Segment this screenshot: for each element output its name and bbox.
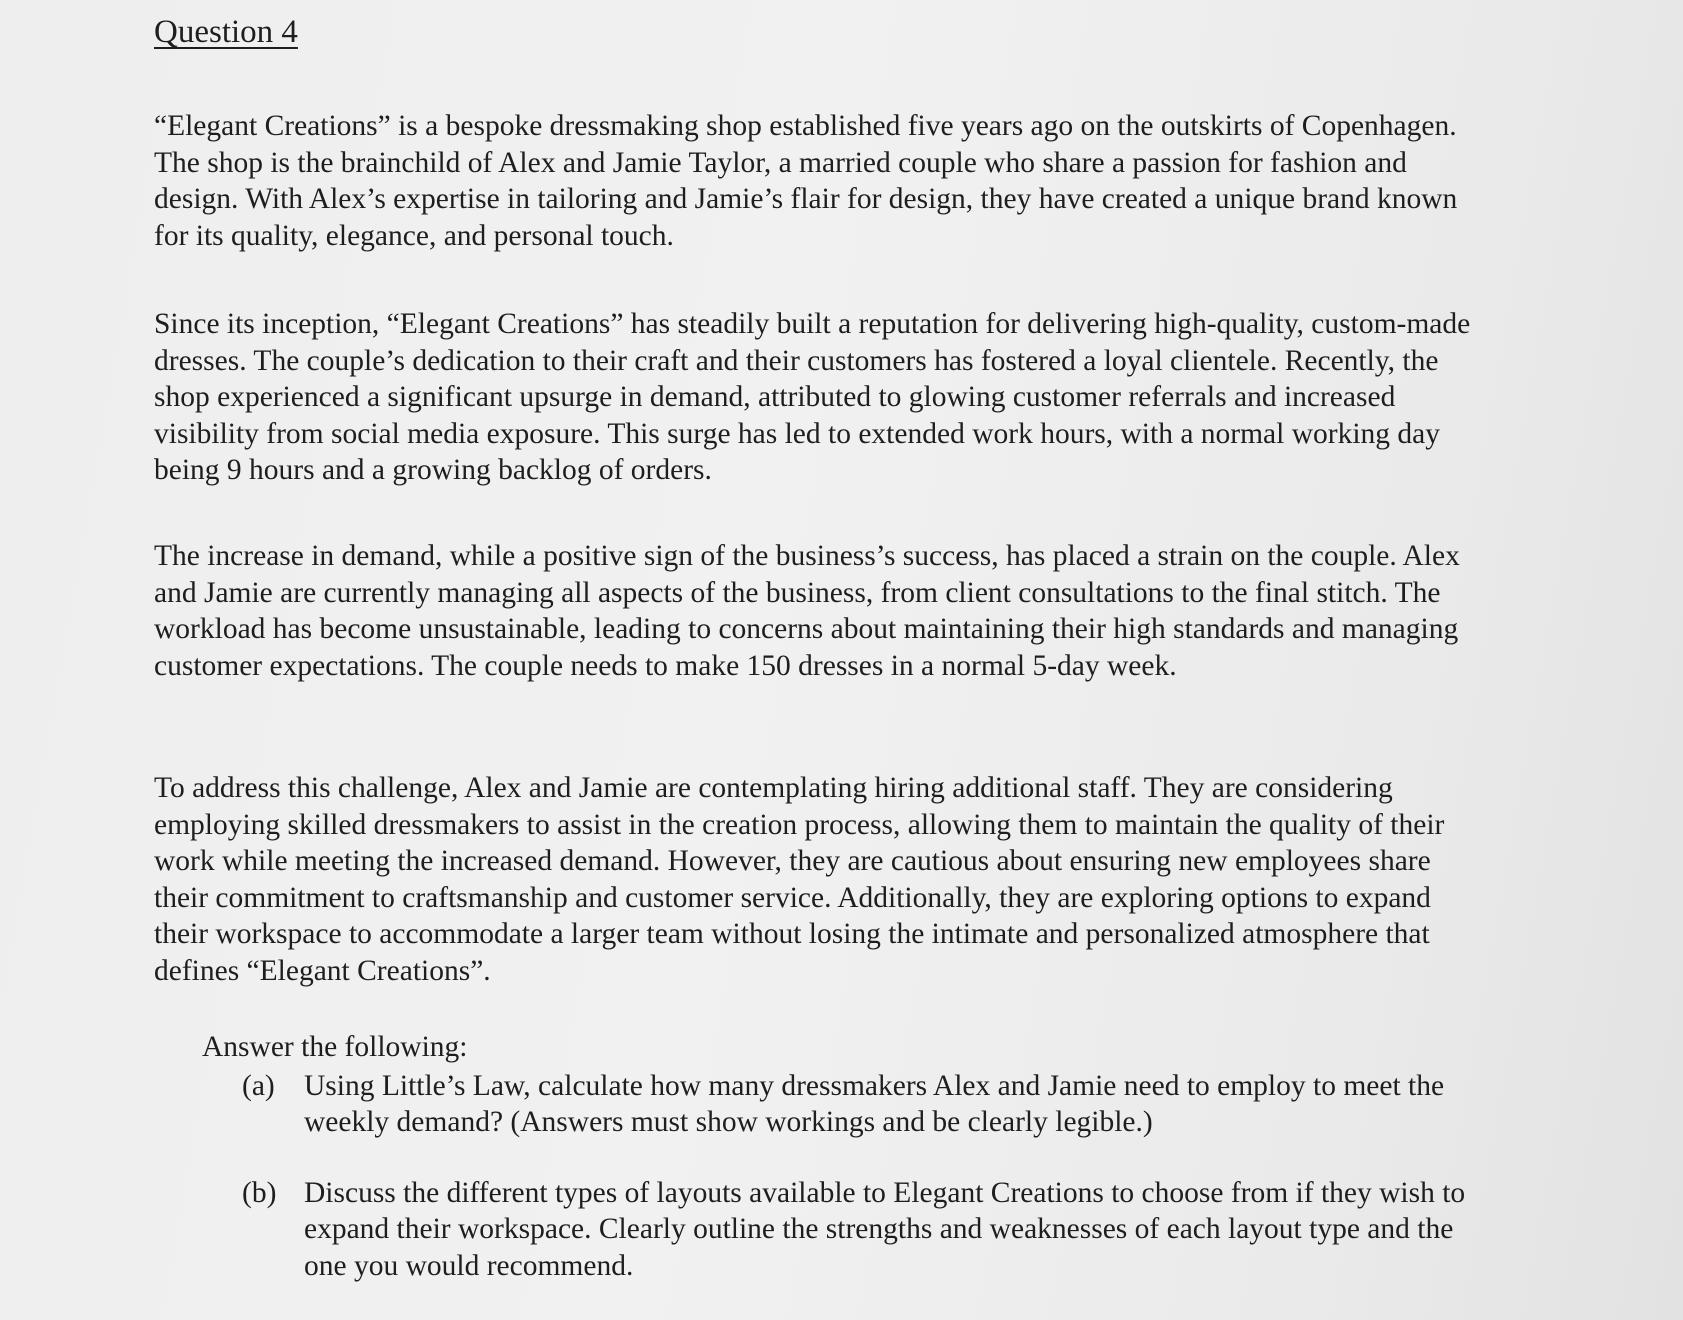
case-paragraph-3: The increase in demand, while a positive sign of the business’s success, has placed a strain on the couple. Alex and Jamie are currently managing all aspects of the business, from client consultations to the final stitch. The workload has become unsustainable, leading to concerns about maintaining their high standards and managing customer expectations. The couple needs to make 150 dresses in a normal 5-day week. <box>154 540 1460 682</box>
sub-question-marker: (b) <box>242 1176 277 1209</box>
sub-question-b <box>242 1175 1472 1285</box>
case-paragraph-4: To address this challenge, Alex and Jamie are contemplating hiring additional staff. They are considering employing skilled dressmakers to assist in the creation process, allowing them to maintain the quality of their work while meeting the increased demand. However, they are cautious about ensuring new employees share their commitment to craftsmanship and customer service. Additionally, they are exploring options to expand their workspace to accommodate a larger team without losing the intimate and personalized atmosphere that defines “Elegant Creations”. <box>154 772 1445 987</box>
case-paragraph-1: “Elegant Creations” is a bespoke dressmaking shop established five years ago on the outskirts of Copenhagen. The shop is the brainchild of Alex and Jamie Taylor, a married couple who share a passion for fashion and design. With Alex’s expertise in tailoring and Jamie’s flair for design, they have created a unique brand known for its quality, elegance, and personal touch. <box>154 110 1458 252</box>
sub-question-text: Using Little’s Law, calculate how many dressmakers Alex and Jamie need to employ to meet the weekly demand? (Answers must show workings and be clearly legible.) <box>304 1069 1445 1138</box>
answer-section <box>202 1029 1472 1284</box>
question-title: Question 4 <box>154 14 298 50</box>
sub-question-a <box>242 1068 1472 1141</box>
sub-question-marker: (a) <box>242 1069 275 1102</box>
answer-intro: Answer the following: <box>202 1031 468 1063</box>
case-paragraph-2: Since its inception, “Elegant Creations” has steadily built a reputation for delivering high-quality, custom-made dresses. The couple’s dedication to their craft and their customers has fostered a loyal clientele. Recently, the shop experienced a significant upsurge in demand, attributed to glowing customer referrals and increased visibility from social media exposure. This surge has led to extended work hours, with a normal working day being 9 hours and a growing backlog of orders. <box>154 308 1471 486</box>
sub-question-text: Discuss the different types of layouts available to Elegant Creations to choose from if they wish to expand their workspace. Clearly outline the strengths and weaknesses of each layout type and the one you would recommend. <box>304 1176 1466 1282</box>
